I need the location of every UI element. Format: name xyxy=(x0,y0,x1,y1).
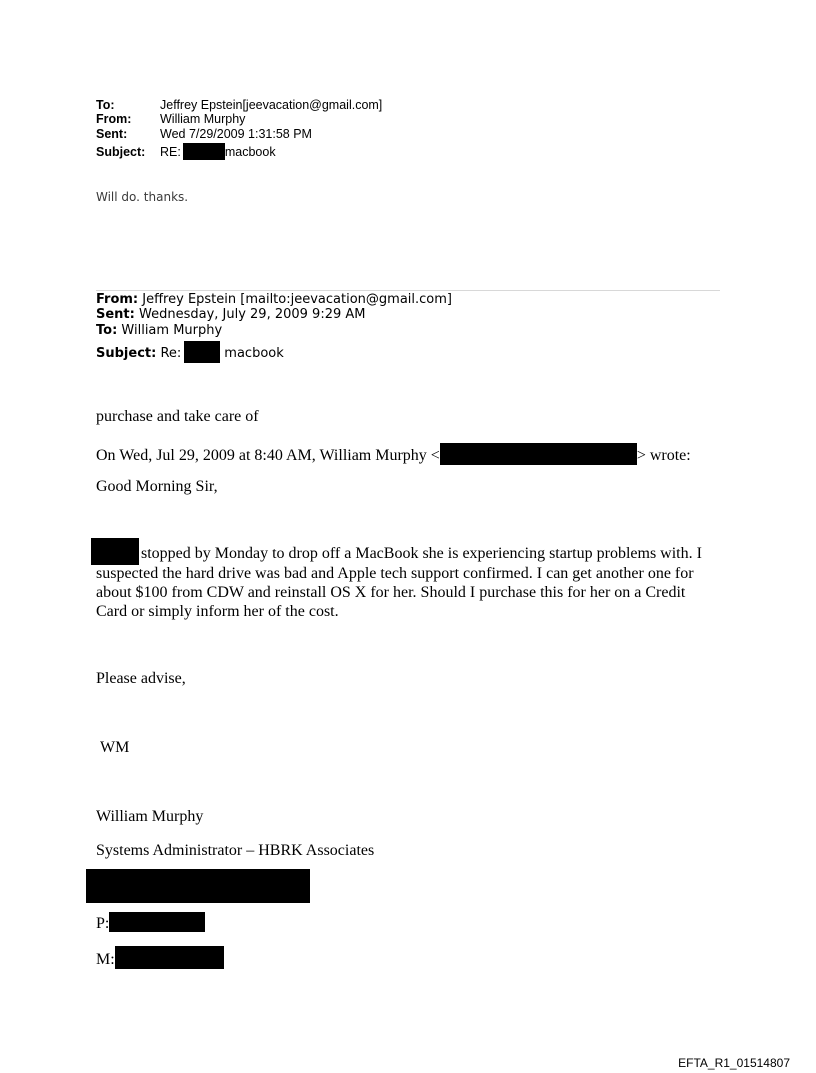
quote-prefix: On Wed, Jul 29, 2009 at 8:40 AM, William Murphy < xyxy=(96,447,440,464)
signature-name: William Murphy xyxy=(96,808,204,825)
quoted-subject-label: Subject: xyxy=(96,346,157,361)
message-divider xyxy=(96,290,720,291)
paragraph-line-4: Card or simply inform her of the cost. xyxy=(96,603,339,620)
quoted-subject-row xyxy=(96,341,284,363)
header-to-row xyxy=(96,98,382,112)
redaction-block xyxy=(115,946,224,969)
advise-text: Please advise, xyxy=(96,670,186,687)
phone-label: P: xyxy=(96,915,110,932)
signature-title: Systems Administrator – HBRK Associates xyxy=(96,842,375,859)
quoted-sent-row xyxy=(96,308,366,323)
mobile-row xyxy=(96,946,224,969)
document-id: EFTA_R1_01514807 xyxy=(678,1056,790,1070)
quote-suffix: > wrote: xyxy=(636,447,691,464)
quoted-from-row xyxy=(96,293,452,308)
redaction-block xyxy=(86,869,310,903)
paragraph-line-2: suspected the hard drive was bad and Apple tech support confirmed. I can get another one for xyxy=(96,565,694,582)
quoted-to-value: William Murphy xyxy=(117,323,223,338)
redaction-block xyxy=(184,341,220,363)
redaction-block xyxy=(440,443,637,465)
to-label: To: xyxy=(96,98,115,112)
quoted-sent-label: Sent: xyxy=(96,307,135,322)
subject-prefix: RE: xyxy=(160,145,181,159)
mobile-label: M: xyxy=(96,951,115,968)
sent-label: Sent: xyxy=(96,127,128,141)
subject-suffix: macbook xyxy=(224,145,276,159)
quoted-sent-value: Wednesday, July 29, 2009 9:29 AM xyxy=(134,307,366,322)
from-value: William Murphy xyxy=(160,112,246,126)
sent-value: Wed 7/29/2009 1:31:58 PM xyxy=(160,127,312,141)
reply-text: Will do. thanks. xyxy=(96,190,189,204)
initials-text: WM xyxy=(100,739,130,756)
subject-label: Subject: xyxy=(96,145,146,159)
quoted-from-value: Jeffrey Epstein [mailto:jeevacation@gmail.com] xyxy=(138,292,452,307)
to-value: Jeffrey Epstein[jeevacation@gmail.com] xyxy=(160,98,383,112)
phone-row xyxy=(96,912,205,933)
header-subject-row xyxy=(96,143,276,160)
quoted-to-label: To: xyxy=(96,323,118,338)
instruction-text: purchase and take care of xyxy=(96,408,259,425)
redaction-block xyxy=(109,912,205,932)
header-from-row xyxy=(96,112,245,126)
paragraph-line-3: about $100 from CDW and reinstall OS X for her. Should I purchase this for her on a Credit xyxy=(96,584,686,601)
header-sent-row xyxy=(96,127,312,141)
from-label: From: xyxy=(96,112,132,126)
quote-intro-line xyxy=(96,443,691,465)
paragraph-line-1: stopped by Monday to drop off a MacBook she is experiencing startup problems with. I xyxy=(141,545,702,562)
redaction-block xyxy=(91,538,139,565)
quoted-subject-prefix: Re: xyxy=(156,346,182,361)
quoted-to-row xyxy=(96,324,222,339)
redaction-block xyxy=(183,143,225,160)
quoted-from-label: From: xyxy=(96,292,139,307)
greeting-text: Good Morning Sir, xyxy=(96,478,218,495)
quoted-subject-suffix: macbook xyxy=(224,346,284,361)
